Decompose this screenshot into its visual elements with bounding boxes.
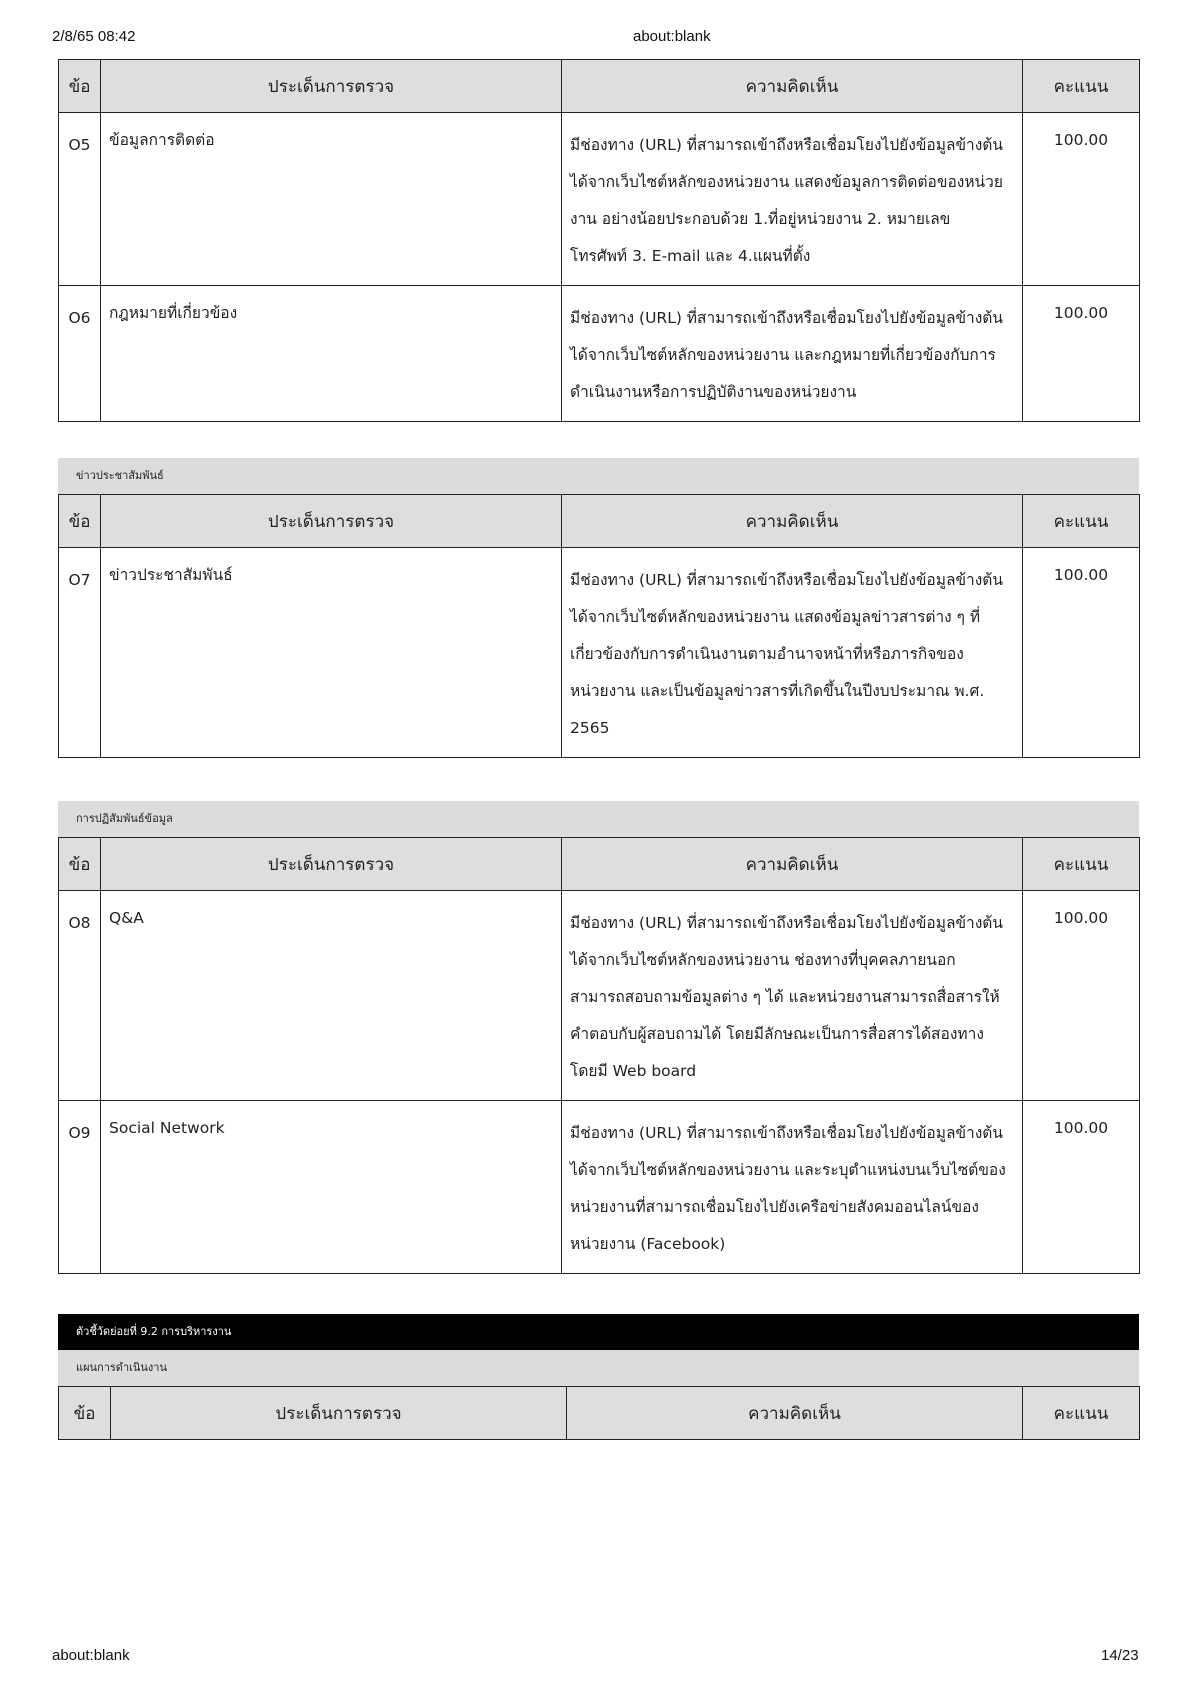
col-header-comment: ความคิดเห็น bbox=[567, 1387, 1023, 1440]
comment-line: 2565 bbox=[570, 719, 610, 737]
row-comment bbox=[562, 1101, 1023, 1274]
comment-line: งาน อย่างน้อยประกอบด้วย 1.ที่อยู่หน่วยงาน 2. หมายเลข bbox=[570, 210, 951, 228]
col-header-issue: ประเด็นการตรวจ bbox=[111, 1387, 567, 1440]
comment-line: ดำเนินงานหรือการปฏิบัติงานของหน่วยงาน bbox=[570, 383, 857, 401]
row-no: O9 bbox=[59, 1101, 101, 1274]
row-no: O6 bbox=[59, 286, 101, 422]
table-row bbox=[59, 891, 1140, 1101]
table-row bbox=[59, 286, 1140, 422]
col-header-score: คะแนน bbox=[1023, 495, 1140, 548]
col-header-score: คะแนน bbox=[1023, 60, 1140, 113]
table-header-row bbox=[59, 1387, 1140, 1440]
section-9-2 bbox=[58, 1314, 1139, 1440]
row-no: O7 bbox=[59, 548, 101, 758]
col-header-issue: ประเด็นการตรวจ bbox=[101, 838, 562, 891]
print-page-number: 14/23 bbox=[1101, 1647, 1139, 1664]
row-issue: ข่าวประชาสัมพันธ์ bbox=[101, 548, 562, 758]
row-comment bbox=[562, 891, 1023, 1101]
comment-line: เกี่ยวข้องกับการดำเนินงานตามอำนาจหน้าที่หรือภารกิจของ bbox=[570, 645, 964, 663]
table-row bbox=[59, 113, 1140, 286]
col-header-no: ข้อ bbox=[59, 60, 101, 113]
row-comment bbox=[562, 548, 1023, 758]
section-title: การปฏิสัมพันธ์ข้อมูล bbox=[58, 801, 1139, 837]
row-score: 100.00 bbox=[1023, 548, 1140, 758]
col-header-comment: ความคิดเห็น bbox=[562, 495, 1023, 548]
col-header-no: ข้อ bbox=[59, 1387, 111, 1440]
comment-line: มีช่องทาง (URL) ที่สามารถเข้าถึงหรือเชื่อมโยงไปยังข้อมูลข้างต้น bbox=[570, 914, 1003, 932]
section-news bbox=[58, 458, 1139, 758]
row-comment bbox=[562, 286, 1023, 422]
print-footer-url: about:blank bbox=[52, 1647, 130, 1664]
col-header-score: คะแนน bbox=[1023, 838, 1140, 891]
row-issue: Social Network bbox=[101, 1101, 562, 1274]
comment-line: ได้จากเว็บไซต์หลักของหน่วยงาน และระบุตำแหน่งบนเว็บไซต์ของ bbox=[570, 1161, 1006, 1179]
table-header-row bbox=[59, 60, 1140, 113]
table-row bbox=[59, 1101, 1140, 1274]
row-issue: กฎหมายที่เกี่ยวข้อง bbox=[101, 286, 562, 422]
comment-line: มีช่องทาง (URL) ที่สามารถเข้าถึงหรือเชื่อมโยงไปยังข้อมูลข้างต้น bbox=[570, 136, 1003, 154]
comment-line: ได้จากเว็บไซต์หลักของหน่วยงาน แสดงข้อมูลข่าวสารต่าง ๆ ที่ bbox=[570, 608, 981, 626]
comment-line: โดยมี Web board bbox=[570, 1062, 697, 1080]
comment-line: หน่วยงาน และเป็นข้อมูลข่าวสารที่เกิดขึ้นในปีงบประมาณ พ.ศ. bbox=[570, 682, 985, 700]
col-header-comment: ความคิดเห็น bbox=[562, 838, 1023, 891]
col-header-score: คะแนน bbox=[1023, 1387, 1140, 1440]
section-interaction bbox=[58, 801, 1139, 1274]
row-score: 100.00 bbox=[1023, 1101, 1140, 1274]
comment-line: ได้จากเว็บไซต์หลักของหน่วยงาน ช่องทางที่บุคคลภายนอก bbox=[570, 951, 956, 969]
comment-line: สามารถสอบถามข้อมูลต่าง ๆ ได้ และหน่วยงานสามารถสื่อสารให้ bbox=[570, 988, 1000, 1006]
table-header-row bbox=[59, 495, 1140, 548]
comment-line: โทรศัพท์ 3. E-mail และ 4.แผนที่ตั้ง bbox=[570, 247, 811, 265]
table-row bbox=[59, 548, 1140, 758]
col-header-comment: ความคิดเห็น bbox=[562, 60, 1023, 113]
col-header-no: ข้อ bbox=[59, 495, 101, 548]
row-score: 100.00 bbox=[1023, 286, 1140, 422]
comment-line: ได้จากเว็บไซต์หลักของหน่วยงาน และกฎหมายที่เกี่ยวข้องกับการ bbox=[570, 346, 996, 364]
row-issue: Q&A bbox=[101, 891, 562, 1101]
table-header-row bbox=[59, 838, 1140, 891]
row-score: 100.00 bbox=[1023, 891, 1140, 1101]
row-score: 100.00 bbox=[1023, 113, 1140, 286]
col-header-no: ข้อ bbox=[59, 838, 101, 891]
comment-line: มีช่องทาง (URL) ที่สามารถเข้าถึงหรือเชื่อมโยงไปยังข้อมูลข้างต้น bbox=[570, 1124, 1003, 1142]
table-contact-law bbox=[58, 59, 1139, 422]
comment-line: มีช่องทาง (URL) ที่สามารถเข้าถึงหรือเชื่อมโยงไปยังข้อมูลข้างต้น bbox=[570, 571, 1003, 589]
comment-line: หน่วยงานที่สามารถเชื่อมโยงไปยังเครือข่ายสังคมออนไลน์ของ bbox=[570, 1198, 979, 1216]
section-title: ตัวชี้วัดย่อยที่ 9.2 การบริหารงาน bbox=[58, 1314, 1139, 1350]
row-no: O8 bbox=[59, 891, 101, 1101]
row-comment bbox=[562, 113, 1023, 286]
row-no: O5 bbox=[59, 113, 101, 286]
col-header-issue: ประเด็นการตรวจ bbox=[101, 495, 562, 548]
comment-line: มีช่องทาง (URL) ที่สามารถเข้าถึงหรือเชื่อมโยงไปยังข้อมูลข้างต้น bbox=[570, 309, 1003, 327]
row-issue: ข้อมูลการติดต่อ bbox=[101, 113, 562, 286]
col-header-issue: ประเด็นการตรวจ bbox=[101, 60, 562, 113]
section-title: ข่าวประชาสัมพันธ์ bbox=[58, 458, 1139, 494]
print-title: about:blank bbox=[633, 28, 711, 45]
comment-line: หน่วยงาน (Facebook) bbox=[570, 1235, 726, 1253]
section-subtitle: แผนการดำเนินงาน bbox=[58, 1350, 1139, 1386]
print-timestamp: 2/8/65 08:42 bbox=[52, 28, 136, 45]
comment-line: คำตอบกับผู้สอบถามได้ โดยมีลักษณะเป็นการสื่อสารได้สองทาง bbox=[570, 1025, 984, 1043]
comment-line: ได้จากเว็บไซต์หลักของหน่วยงาน แสดงข้อมูลการติดต่อของหน่วย bbox=[570, 173, 1003, 191]
